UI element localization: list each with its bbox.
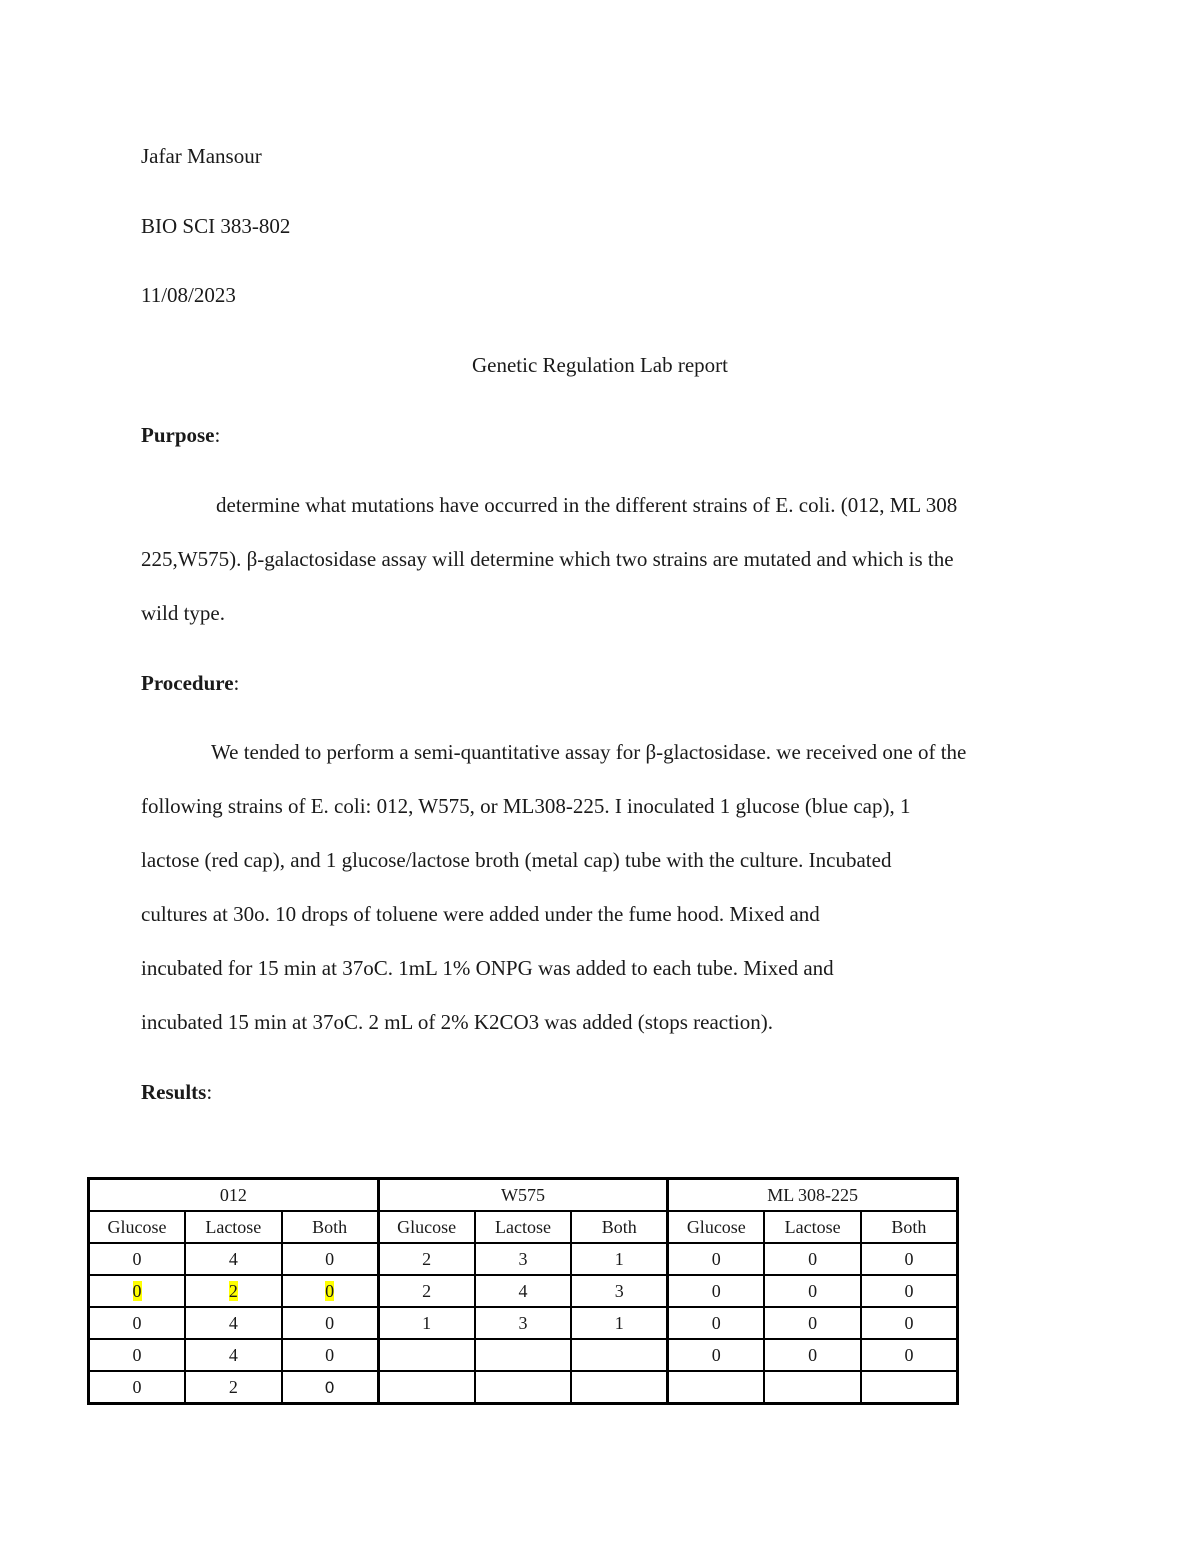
purpose-heading: [141, 425, 220, 446]
procedure-line-5: incubated for 15 min at 37oC. 1mL 1% ONPG was added to each tube. Mixed and: [141, 956, 834, 980]
purpose-line-3: wild type.: [141, 601, 225, 625]
procedure-line-3: lactose (red cap), and 1 glucose/lactose broth (metal cap) tube with the culture. Incubated: [141, 848, 892, 872]
table-cell: 0: [282, 1371, 379, 1404]
table-cell: 0: [764, 1339, 861, 1371]
results-heading: [141, 1082, 212, 1103]
table-row: [89, 1339, 958, 1371]
table-cell: 0: [861, 1307, 958, 1339]
table-cell: 3: [475, 1307, 572, 1339]
table-cell: [571, 1371, 668, 1404]
table-cell: 4: [185, 1243, 282, 1275]
table-cell: 0: [668, 1307, 765, 1339]
purpose-paragraph: [141, 478, 1071, 640]
table-cell: 2: [185, 1371, 282, 1404]
table-cell: 3: [571, 1275, 668, 1307]
procedure-paragraph: [141, 725, 1071, 1049]
highlight-mark: 2: [228, 1280, 238, 1301]
table-cell: 3: [475, 1243, 572, 1275]
table-cell: 0: [89, 1371, 186, 1404]
table-cell: 0: [668, 1243, 765, 1275]
table-cell: 0: [89, 1307, 186, 1339]
results-table: [87, 1177, 959, 1405]
column-header: Both: [571, 1211, 668, 1243]
purpose-heading-text: Purpose: [141, 423, 215, 447]
results-heading-text: Results: [141, 1080, 207, 1104]
table-cell: 0: [861, 1339, 958, 1371]
table-cell: [668, 1371, 765, 1404]
table-cell: [861, 1371, 958, 1404]
procedure-line-2: following strains of E. coli: 012, W575, or ML308-225. I inoculated 1 glucose (blue cap), 1: [141, 794, 911, 818]
results-colon: :: [206, 1080, 213, 1104]
highlight-mark: 0: [325, 1280, 335, 1301]
table-cell: [475, 1339, 572, 1371]
procedure-colon: :: [233, 671, 240, 695]
course-code: BIO SCI 383-802: [141, 214, 291, 238]
table-cell-highlighted: [89, 1275, 186, 1307]
table-group-header-row: [89, 1179, 958, 1212]
table-cell: 1: [571, 1307, 668, 1339]
purpose-line-1: determine what mutations have occurred in the different strains of E. coli. (012, ML 308: [216, 493, 958, 517]
column-header: Glucose: [378, 1211, 475, 1243]
table-cell: 0: [861, 1243, 958, 1275]
column-header: Glucose: [89, 1211, 186, 1243]
table-cell: [378, 1371, 475, 1404]
procedure-line-1: We tended to perform a semi-quantitative assay for β-glactosidase. we received one of the: [211, 740, 967, 764]
column-header: Both: [282, 1211, 379, 1243]
table-cell: [571, 1339, 668, 1371]
column-header: Lactose: [475, 1211, 572, 1243]
table-cell: 0: [861, 1275, 958, 1307]
table-cell: [764, 1371, 861, 1404]
table-cell: 4: [475, 1275, 572, 1307]
table-column-header-row: [89, 1211, 958, 1243]
column-header: Both: [861, 1211, 958, 1243]
column-header: Lactose: [185, 1211, 282, 1243]
table-cell-highlighted: [185, 1275, 282, 1307]
table-cell: 0: [282, 1243, 379, 1275]
table-cell: 0: [89, 1243, 186, 1275]
table-cell: 0: [764, 1275, 861, 1307]
group-header-ml308: ML 308-225: [668, 1179, 958, 1212]
highlight-mark: 0: [132, 1280, 142, 1301]
author-name: Jafar Mansour: [141, 144, 262, 168]
table-cell: 1: [571, 1243, 668, 1275]
table-cell: 0: [89, 1339, 186, 1371]
table-cell: 4: [185, 1307, 282, 1339]
table-cell: 0: [282, 1339, 379, 1371]
table-cell: 1: [378, 1307, 475, 1339]
procedure-heading-text: Procedure: [141, 671, 234, 695]
procedure-line-4: cultures at 30o. 10 drops of toluene were added under the fume hood. Mixed and: [141, 902, 820, 926]
table-cell: 0: [668, 1339, 765, 1371]
group-header-w575: W575: [378, 1179, 668, 1212]
table-cell: 0: [764, 1243, 861, 1275]
table-cell: 0: [668, 1275, 765, 1307]
document-title: Genetic Regulation Lab report: [472, 353, 728, 377]
table-cell: 0: [764, 1307, 861, 1339]
table-row: [89, 1307, 958, 1339]
table-row: [89, 1275, 958, 1307]
purpose-colon: :: [214, 423, 221, 447]
column-header: Glucose: [668, 1211, 765, 1243]
table-cell: 0: [282, 1307, 379, 1339]
purpose-line-2: 225,W575). β-galactosidase assay will determine which two strains are mutated and which is the: [141, 547, 954, 571]
procedure-heading: [141, 673, 239, 694]
group-header-012: 012: [89, 1179, 379, 1212]
table-row: [89, 1371, 958, 1404]
column-header: Lactose: [764, 1211, 861, 1243]
procedure-line-6: incubated 15 min at 37oC. 2 mL of 2% K2CO3 was added (stops reaction).: [141, 1010, 774, 1034]
table-cell-highlighted: [282, 1275, 379, 1307]
report-date: 11/08/2023: [141, 283, 236, 307]
table-cell: 4: [185, 1339, 282, 1371]
table-cell: [475, 1371, 572, 1404]
table-row: [89, 1243, 958, 1275]
table-cell: [378, 1339, 475, 1371]
table-cell: 2: [378, 1275, 475, 1307]
table-cell: 2: [378, 1243, 475, 1275]
